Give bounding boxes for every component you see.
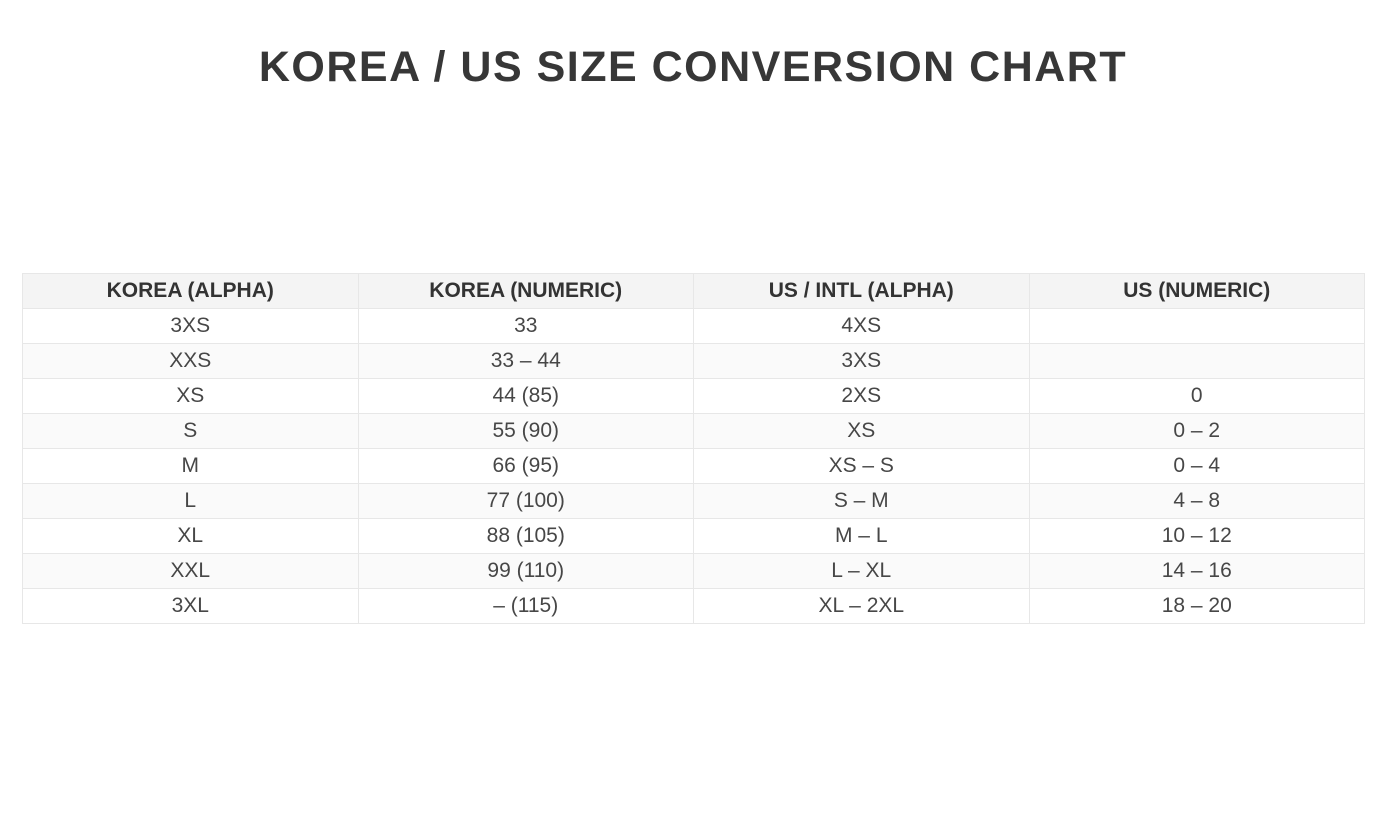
table-cell: 77 (100) — [358, 484, 694, 519]
table-cell: XS — [694, 414, 1030, 449]
table-row — [23, 414, 1365, 449]
table-cell: M – L — [694, 519, 1030, 554]
table-cell: 55 (90) — [358, 414, 694, 449]
table-cell: L — [23, 484, 359, 519]
table-row — [23, 309, 1365, 344]
table-cell: 10 – 12 — [1029, 519, 1365, 554]
table-cell: S – M — [694, 484, 1030, 519]
table-row — [23, 554, 1365, 589]
table-row — [23, 449, 1365, 484]
table-cell: 88 (105) — [358, 519, 694, 554]
page-title: KOREA / US SIZE CONVERSION CHART — [258, 42, 1128, 91]
table-cell: L – XL — [694, 554, 1030, 589]
table-header-row — [23, 274, 1365, 309]
table-cell: 3XL — [23, 589, 359, 624]
table-cell: XS – S — [694, 449, 1030, 484]
table-cell: 0 – 2 — [1029, 414, 1365, 449]
table-body — [23, 309, 1365, 624]
table-cell: XL – 2XL — [694, 589, 1030, 624]
table-cell: 18 – 20 — [1029, 589, 1365, 624]
column-header-1: KOREA (ALPHA) — [23, 274, 359, 309]
table-cell: 3XS — [694, 344, 1030, 379]
table-cell: 66 (95) — [358, 449, 694, 484]
table-cell: XL — [23, 519, 359, 554]
table-cell — [1029, 309, 1365, 344]
table-cell: XXS — [23, 344, 359, 379]
column-header-2: KOREA (NUMERIC) — [358, 274, 694, 309]
table-cell: 0 — [1029, 379, 1365, 414]
table-cell — [1029, 344, 1365, 379]
table-cell: 0 – 4 — [1029, 449, 1365, 484]
table-row — [23, 484, 1365, 519]
table-cell: S — [23, 414, 359, 449]
table-row — [23, 589, 1365, 624]
size-conversion-table — [22, 273, 1365, 624]
table-cell: 4 – 8 — [1029, 484, 1365, 519]
table-row — [23, 379, 1365, 414]
table-row — [23, 344, 1365, 379]
table-cell: XS — [23, 379, 359, 414]
column-header-3: US / INTL (ALPHA) — [694, 274, 1030, 309]
table-cell: 2XS — [694, 379, 1030, 414]
column-header-4: US (NUMERIC) — [1029, 274, 1365, 309]
table-cell: 33 — [358, 309, 694, 344]
table-row — [23, 519, 1365, 554]
table-cell: 14 – 16 — [1029, 554, 1365, 589]
table-cell: 3XS — [23, 309, 359, 344]
table-header — [23, 274, 1365, 309]
table-cell: 44 (85) — [358, 379, 694, 414]
table-cell: 33 – 44 — [358, 344, 694, 379]
table-cell: 99 (110) — [358, 554, 694, 589]
table-cell: XXL — [23, 554, 359, 589]
table-cell: – (115) — [358, 589, 694, 624]
table-cell: M — [23, 449, 359, 484]
table-cell: 4XS — [694, 309, 1030, 344]
